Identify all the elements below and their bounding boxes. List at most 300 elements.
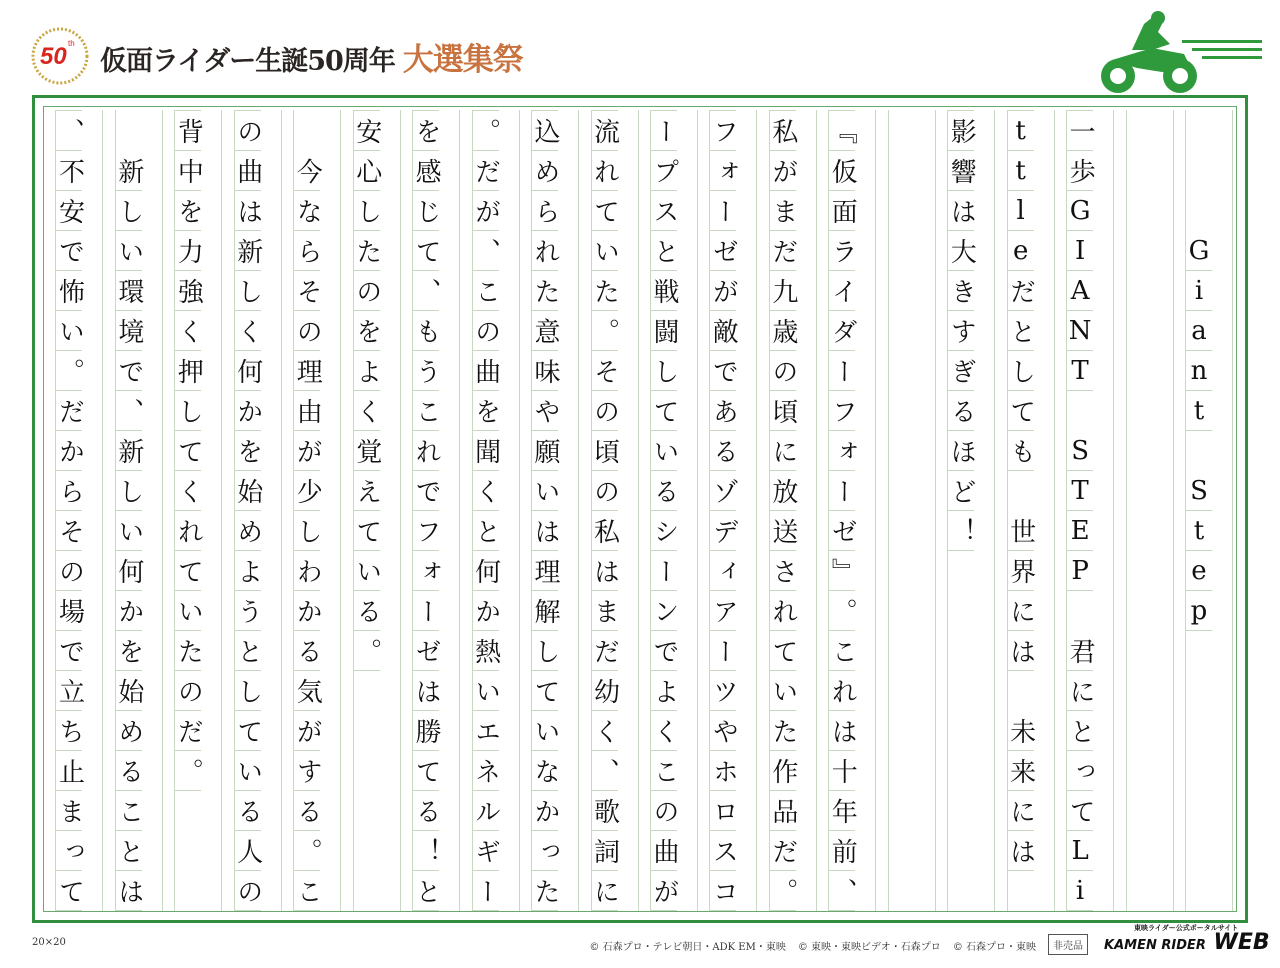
manuscript-cell: フ [829, 391, 855, 431]
grid-size-label: 20×20 [32, 937, 66, 948]
manuscript-cell: と [473, 511, 499, 551]
manuscript-cell: だ [770, 831, 796, 871]
manuscript-cell: め [532, 151, 558, 191]
manuscript-cell: い [175, 591, 201, 631]
manuscript-cell: は [948, 191, 974, 231]
manuscript-cell: ー [473, 871, 499, 911]
manuscript-cell: ま [592, 591, 618, 631]
manuscript-column [412, 110, 460, 911]
manuscript-cell: を [473, 391, 499, 431]
manuscript-cell: 頃 [592, 431, 618, 471]
manuscript-cell: で [651, 631, 677, 671]
manuscript-cell: 影 [948, 110, 974, 151]
manuscript-cell: か [473, 591, 499, 631]
manuscript-cell: て [1067, 791, 1093, 831]
manuscript-cell: ス [710, 831, 736, 871]
manuscript-cell: フ [710, 110, 736, 151]
manuscript-cell: 、 [413, 271, 439, 311]
manuscript-cell: と [1067, 711, 1093, 751]
manuscript-cell: 戦 [651, 271, 677, 311]
manuscript-column [888, 110, 936, 911]
manuscript-cell: 環 [116, 271, 142, 311]
manuscript-cell: ど [948, 471, 974, 511]
manuscript-cell: て [175, 431, 201, 471]
manuscript-cell: ツ [710, 671, 736, 711]
manuscript-cell: て [354, 511, 380, 551]
manuscript-cell: や [532, 391, 558, 431]
manuscript-cell: 前 [829, 831, 855, 871]
manuscript-cell: の [56, 551, 82, 591]
manuscript-cell: T [1067, 351, 1093, 391]
manuscript-cell: 新 [116, 151, 142, 191]
manuscript-cell: 聞 [473, 431, 499, 471]
manuscript-cell: ダ [829, 311, 855, 351]
manuscript-column [947, 110, 995, 911]
manuscript-cell: ほ [948, 431, 974, 471]
manuscript-cell: 場 [56, 591, 82, 631]
manuscript-cell: ネ [473, 751, 499, 791]
manuscript-cell: 勝 [413, 711, 439, 751]
copyright-credits [577, 938, 1036, 953]
manuscript-cell: し [235, 271, 261, 311]
manuscript-cell: ル [473, 791, 499, 831]
manuscript-column [531, 110, 579, 911]
manuscript-cell: い [235, 751, 261, 791]
manuscript-cell: 世 [1008, 511, 1034, 551]
manuscript-cell: て [413, 231, 439, 271]
manuscript-cell: い [473, 671, 499, 711]
manuscript-cell: 解 [532, 591, 558, 631]
manuscript-cell: え [354, 471, 380, 511]
manuscript-cell: こ [829, 631, 855, 671]
manuscript-cell: 送 [770, 511, 796, 551]
manuscript-cell: こ [116, 791, 142, 831]
manuscript-column [1066, 110, 1114, 911]
manuscript-cell: 理 [294, 351, 320, 391]
manuscript-cell: 味 [532, 351, 558, 391]
manuscript-cell: 始 [235, 471, 261, 511]
manuscript-cell: E [1067, 511, 1093, 551]
manuscript-cell: っ [1067, 751, 1093, 791]
manuscript-cell: だ [56, 391, 82, 431]
manuscript-cell: を [175, 191, 201, 231]
manuscript-cell: く [175, 311, 201, 351]
manuscript-cell: p [1186, 591, 1212, 631]
manuscript-cell: は [235, 191, 261, 231]
manuscript-cell: 、 [592, 751, 618, 791]
manuscript-cell: が [651, 871, 677, 911]
manuscript-cell: の [235, 110, 261, 151]
manuscript-cell: き [948, 271, 974, 311]
manuscript-cell: エ [473, 711, 499, 751]
manuscript-cell: に [592, 871, 618, 911]
manuscript-cell: 九 [770, 271, 796, 311]
manuscript-cell: 闘 [651, 311, 677, 351]
manuscript-cell: た [354, 231, 380, 271]
manuscript-cell: す [948, 311, 974, 351]
manuscript-cell: て [1008, 391, 1034, 431]
manuscript-cell: だ [1008, 271, 1034, 311]
manuscript-cell: 年 [829, 791, 855, 831]
manuscript-cell: し [116, 191, 142, 231]
manuscript-cell: 新 [116, 431, 142, 471]
manuscript-cell: 。 [354, 631, 380, 671]
manuscript-cell: い [116, 231, 142, 271]
manuscript-cell: ら [532, 191, 558, 231]
manuscript-cell: 力 [175, 231, 201, 271]
manuscript-cell: 敵 [710, 311, 736, 351]
svg-text:th: th [68, 39, 75, 48]
manuscript-cell: 。 [829, 591, 855, 631]
manuscript-cell: て [175, 551, 201, 591]
manuscript-cell: 、 [56, 110, 82, 151]
manuscript-cell: れ [532, 231, 558, 271]
manuscript-cell: イ [829, 271, 855, 311]
manuscript-cell: 歩 [1067, 151, 1093, 191]
manuscript-cell: と [413, 871, 439, 911]
manuscript-cell: 由 [294, 391, 320, 431]
manuscript-cell: っ [532, 831, 558, 871]
not-for-sale-badge: 非売品 [1048, 934, 1088, 955]
manuscript-cell: や [710, 711, 736, 751]
manuscript-cell: 仮 [829, 151, 855, 191]
manuscript-cell: し [116, 471, 142, 511]
manuscript-cell: 界 [1008, 551, 1034, 591]
manuscript-cell: t [1186, 511, 1212, 551]
manuscript-column [293, 110, 341, 911]
manuscript-cell: の [473, 311, 499, 351]
manuscript-cell: の [651, 791, 677, 831]
manuscript-cell: ー [829, 471, 855, 511]
manuscript-cell: あ [710, 391, 736, 431]
manuscript-cell: し [651, 351, 677, 391]
manuscript-cell: S [1067, 431, 1093, 471]
manuscript-cell: だ [770, 231, 796, 271]
manuscript-cell: ィ [710, 551, 736, 591]
manuscript-cell: 今 [294, 151, 320, 191]
site-tagline: 東映ライダー公式ポータルサイト [1134, 924, 1239, 932]
manuscript-cell: ー [710, 631, 736, 671]
manuscript-cell: 曲 [473, 351, 499, 391]
manuscript-cell: ら [294, 231, 320, 271]
manuscript-cell: 覚 [354, 431, 380, 471]
manuscript-cell: ー [413, 591, 439, 631]
manuscript-cell: ー [651, 110, 677, 151]
manuscript-cell: こ [413, 391, 439, 431]
manuscript-cell: ギ [473, 831, 499, 871]
50th-anniversary-logo [30, 26, 90, 86]
manuscript-cell: 詞 [592, 831, 618, 871]
manuscript-cell: な [532, 751, 558, 791]
manuscript-cell: る [710, 431, 736, 471]
manuscript-cell: す [294, 751, 320, 791]
manuscript-cell: 十 [829, 751, 855, 791]
manuscript-column [650, 110, 698, 911]
manuscript-cell: し [354, 191, 380, 231]
manuscript-cell: t [1008, 151, 1034, 191]
manuscript-cell: い [532, 471, 558, 511]
manuscript-cell: し [175, 391, 201, 431]
manuscript-cell: れ [413, 431, 439, 471]
manuscript-cell: 熱 [473, 631, 499, 671]
manuscript-cell: は [1008, 631, 1034, 671]
manuscript-cell: は [532, 511, 558, 551]
manuscript-cell: っ [56, 831, 82, 871]
manuscript-cell: ち [56, 711, 82, 751]
manuscript-cell: い [56, 311, 82, 351]
manuscript-cell: ン [651, 591, 677, 631]
manuscript-cell: い [354, 551, 380, 591]
manuscript-cell: し [1008, 351, 1034, 391]
manuscript-column [55, 110, 103, 911]
manuscript-cell: ら [56, 471, 82, 511]
manuscript-cell: で [710, 351, 736, 391]
manuscript-cell: よ [354, 351, 380, 391]
title-main: 仮面ライダー生誕50周年 [100, 46, 395, 77]
manuscript-cell: ま [770, 191, 796, 231]
manuscript-cell: e [1186, 551, 1212, 591]
manuscript-cell: が [294, 711, 320, 751]
manuscript-cell: て [56, 871, 82, 911]
manuscript-cell: 少 [294, 471, 320, 511]
manuscript-cell: の [235, 871, 261, 911]
manuscript-cell: て [413, 751, 439, 791]
manuscript-cell: が [770, 151, 796, 191]
manuscript-cell: 一 [1067, 110, 1093, 151]
manuscript-cell: く [175, 471, 201, 511]
manuscript-cell: 放 [770, 471, 796, 511]
manuscript-cell: わ [294, 551, 320, 591]
manuscript-cell: に [1008, 591, 1034, 631]
manuscript-cell: 感 [413, 151, 439, 191]
manuscript-cell: ー [710, 191, 736, 231]
manuscript-grid [43, 106, 1237, 912]
manuscript-cell: 作 [770, 751, 796, 791]
manuscript-cell: 歌 [592, 791, 618, 831]
manuscript-cell: ゼ [829, 511, 855, 551]
manuscript-cell: の [294, 311, 320, 351]
manuscript-cell: 何 [116, 551, 142, 591]
manuscript-cell: る [235, 791, 261, 831]
manuscript-cell: 『 [829, 110, 855, 151]
manuscript-cell: を [116, 631, 142, 671]
manuscript-cell: 押 [175, 351, 201, 391]
manuscript-cell: め [235, 511, 261, 551]
manuscript-cell: ス [651, 191, 677, 231]
manuscript-cell: た [592, 271, 618, 311]
manuscript-cell: れ [770, 591, 796, 631]
manuscript-cell: A [1067, 271, 1093, 311]
manuscript-cell: は [413, 671, 439, 711]
manuscript-cell: で [116, 351, 142, 391]
manuscript-cell: だ [592, 631, 618, 671]
page-title [100, 34, 523, 79]
credit: © 石森プロ・東映 [952, 942, 1036, 953]
manuscript-cell: い [116, 511, 142, 551]
manuscript-column [709, 110, 757, 911]
manuscript-cell: G [1067, 191, 1093, 231]
manuscript-cell: 品 [770, 791, 796, 831]
manuscript-cell: 怖 [56, 271, 82, 311]
manuscript-cell: を [235, 431, 261, 471]
manuscript-cell: う [413, 351, 439, 391]
manuscript-cell: て [770, 631, 796, 671]
manuscript-cell: そ [294, 271, 320, 311]
manuscript-cell: デ [710, 511, 736, 551]
site-logo-wordmark: KAMEN RIDER WEB [1104, 930, 1270, 955]
manuscript-cell: ゼ [710, 231, 736, 271]
manuscript-cell: 響 [948, 151, 974, 191]
manuscript-cell: こ [651, 751, 677, 791]
manuscript-cell: 人 [235, 831, 261, 871]
manuscript-cell: よ [235, 551, 261, 591]
manuscript-cell: よ [651, 671, 677, 711]
manuscript-column [828, 110, 876, 911]
manuscript-cell: く [354, 391, 380, 431]
manuscript-cell: a [1186, 311, 1212, 351]
manuscript-column [1185, 110, 1233, 911]
manuscript-cell: 込 [532, 110, 558, 151]
manuscript-cell: で [56, 631, 82, 671]
manuscript-cell: た [770, 711, 796, 751]
manuscript-cell: 立 [56, 671, 82, 711]
manuscript-cell: 。 [56, 351, 82, 391]
manuscript-cell: の [770, 351, 796, 391]
manuscript-cell: ゾ [710, 471, 736, 511]
manuscript-cell: だ [473, 151, 499, 191]
title-accent: 大選集祭 [402, 42, 523, 78]
manuscript-cell: 私 [592, 511, 618, 551]
manuscript-cell: た [175, 631, 201, 671]
manuscript-cell: る [294, 631, 320, 671]
manuscript-cell: と [1008, 311, 1034, 351]
manuscript-cell: 。 [175, 751, 201, 791]
manuscript-cell: の [592, 471, 618, 511]
manuscript-column [234, 110, 282, 911]
manuscript-cell: で [413, 471, 439, 511]
manuscript-cell: 頃 [770, 391, 796, 431]
manuscript-cell: も [413, 311, 439, 351]
manuscript-column [591, 110, 639, 911]
manuscript-cell: 、 [473, 231, 499, 271]
manuscript-cell: プ [651, 151, 677, 191]
manuscript-cell: が [473, 191, 499, 231]
manuscript-cell: 気 [294, 671, 320, 711]
manuscript-cell: 面 [829, 191, 855, 231]
manuscript-cell: た [532, 871, 558, 911]
manuscript-cell: 境 [116, 311, 142, 351]
manuscript-cell: れ [592, 151, 618, 191]
manuscript-cell: 歳 [770, 311, 796, 351]
manuscript-column [174, 110, 222, 911]
manuscript-paper [32, 95, 1248, 923]
manuscript-cell: 始 [116, 671, 142, 711]
manuscript-cell: の [354, 271, 380, 311]
credit: © 東映・東映ビデオ・石森プロ [797, 942, 941, 953]
manuscript-cell: S [1186, 471, 1212, 511]
manuscript-cell: だ [175, 711, 201, 751]
manuscript-cell: し [235, 671, 261, 711]
manuscript-cell: な [294, 191, 320, 231]
manuscript-cell: l [1008, 191, 1034, 231]
manuscript-cell: ロ [710, 791, 736, 831]
manuscript-cell: 曲 [235, 151, 261, 191]
manuscript-cell: じ [413, 191, 439, 231]
manuscript-cell: 意 [532, 311, 558, 351]
manuscript-cell: t [1008, 110, 1034, 151]
manuscript-column [115, 110, 163, 911]
manuscript-cell: る [116, 751, 142, 791]
manuscript-cell: の [175, 671, 201, 711]
manuscript-cell: 大 [948, 231, 974, 271]
manuscript-cell: る [651, 471, 677, 511]
manuscript-cell: い [770, 671, 796, 711]
manuscript-cell: さ [770, 551, 796, 591]
manuscript-cell: 止 [56, 751, 82, 791]
manuscript-cell: 理 [532, 551, 558, 591]
manuscript-cell: ホ [710, 751, 736, 791]
manuscript-cell: て [532, 671, 558, 711]
manuscript-cell: ゼ [413, 631, 439, 671]
manuscript-cell: に [770, 431, 796, 471]
manuscript-cell: ア [710, 591, 736, 631]
manuscript-cell: そ [592, 351, 618, 391]
manuscript-cell: 願 [532, 431, 558, 471]
manuscript-cell: シ [651, 511, 677, 551]
manuscript-cell: 強 [175, 271, 201, 311]
manuscript-cell: れ [175, 511, 201, 551]
manuscript-cell: は [116, 871, 142, 911]
manuscript-cell: が [710, 271, 736, 311]
manuscript-cell: う [235, 591, 261, 631]
manuscript-cell: t [1186, 391, 1212, 431]
manuscript-cell: る [413, 791, 439, 831]
manuscript-cell: 、 [116, 391, 142, 431]
manuscript-cell: i [1186, 271, 1212, 311]
manuscript-cell: 来 [1008, 751, 1034, 791]
manuscript-cell: 何 [473, 551, 499, 591]
manuscript-cell: い [651, 431, 677, 471]
manuscript-cell: く [235, 311, 261, 351]
manuscript-cell: i [1067, 871, 1093, 911]
manuscript-cell: に [1067, 671, 1093, 711]
manuscript-cell: は [592, 551, 618, 591]
manuscript-cell: れ [829, 671, 855, 711]
svg-text:50: 50 [40, 43, 67, 70]
manuscript-cell: ー [829, 351, 855, 391]
manuscript-cell: と [116, 831, 142, 871]
kamen-rider-web-logo [1104, 924, 1270, 957]
manuscript-cell: て [592, 191, 618, 231]
manuscript-cell: 安 [354, 110, 380, 151]
manuscript-column [1126, 110, 1174, 911]
manuscript-cell: で [56, 231, 82, 271]
manuscript-cell: 。 [294, 831, 320, 871]
manuscript-cell: こ [473, 271, 499, 311]
manuscript-cell: 何 [235, 351, 261, 391]
manuscript-cell: ォ [829, 431, 855, 471]
manuscript-cell: n [1186, 351, 1212, 391]
manuscript-cell: し [294, 511, 320, 551]
manuscript-cell: は [829, 711, 855, 751]
manuscript-cell: ォ [710, 151, 736, 191]
manuscript-cell: P [1067, 551, 1093, 591]
manuscript-cell: L [1067, 831, 1093, 871]
manuscript-cell: 背 [175, 110, 201, 151]
manuscript-cell: ま [56, 791, 82, 831]
manuscript-cell: e [1008, 231, 1034, 271]
manuscript-cell: て [235, 711, 261, 751]
